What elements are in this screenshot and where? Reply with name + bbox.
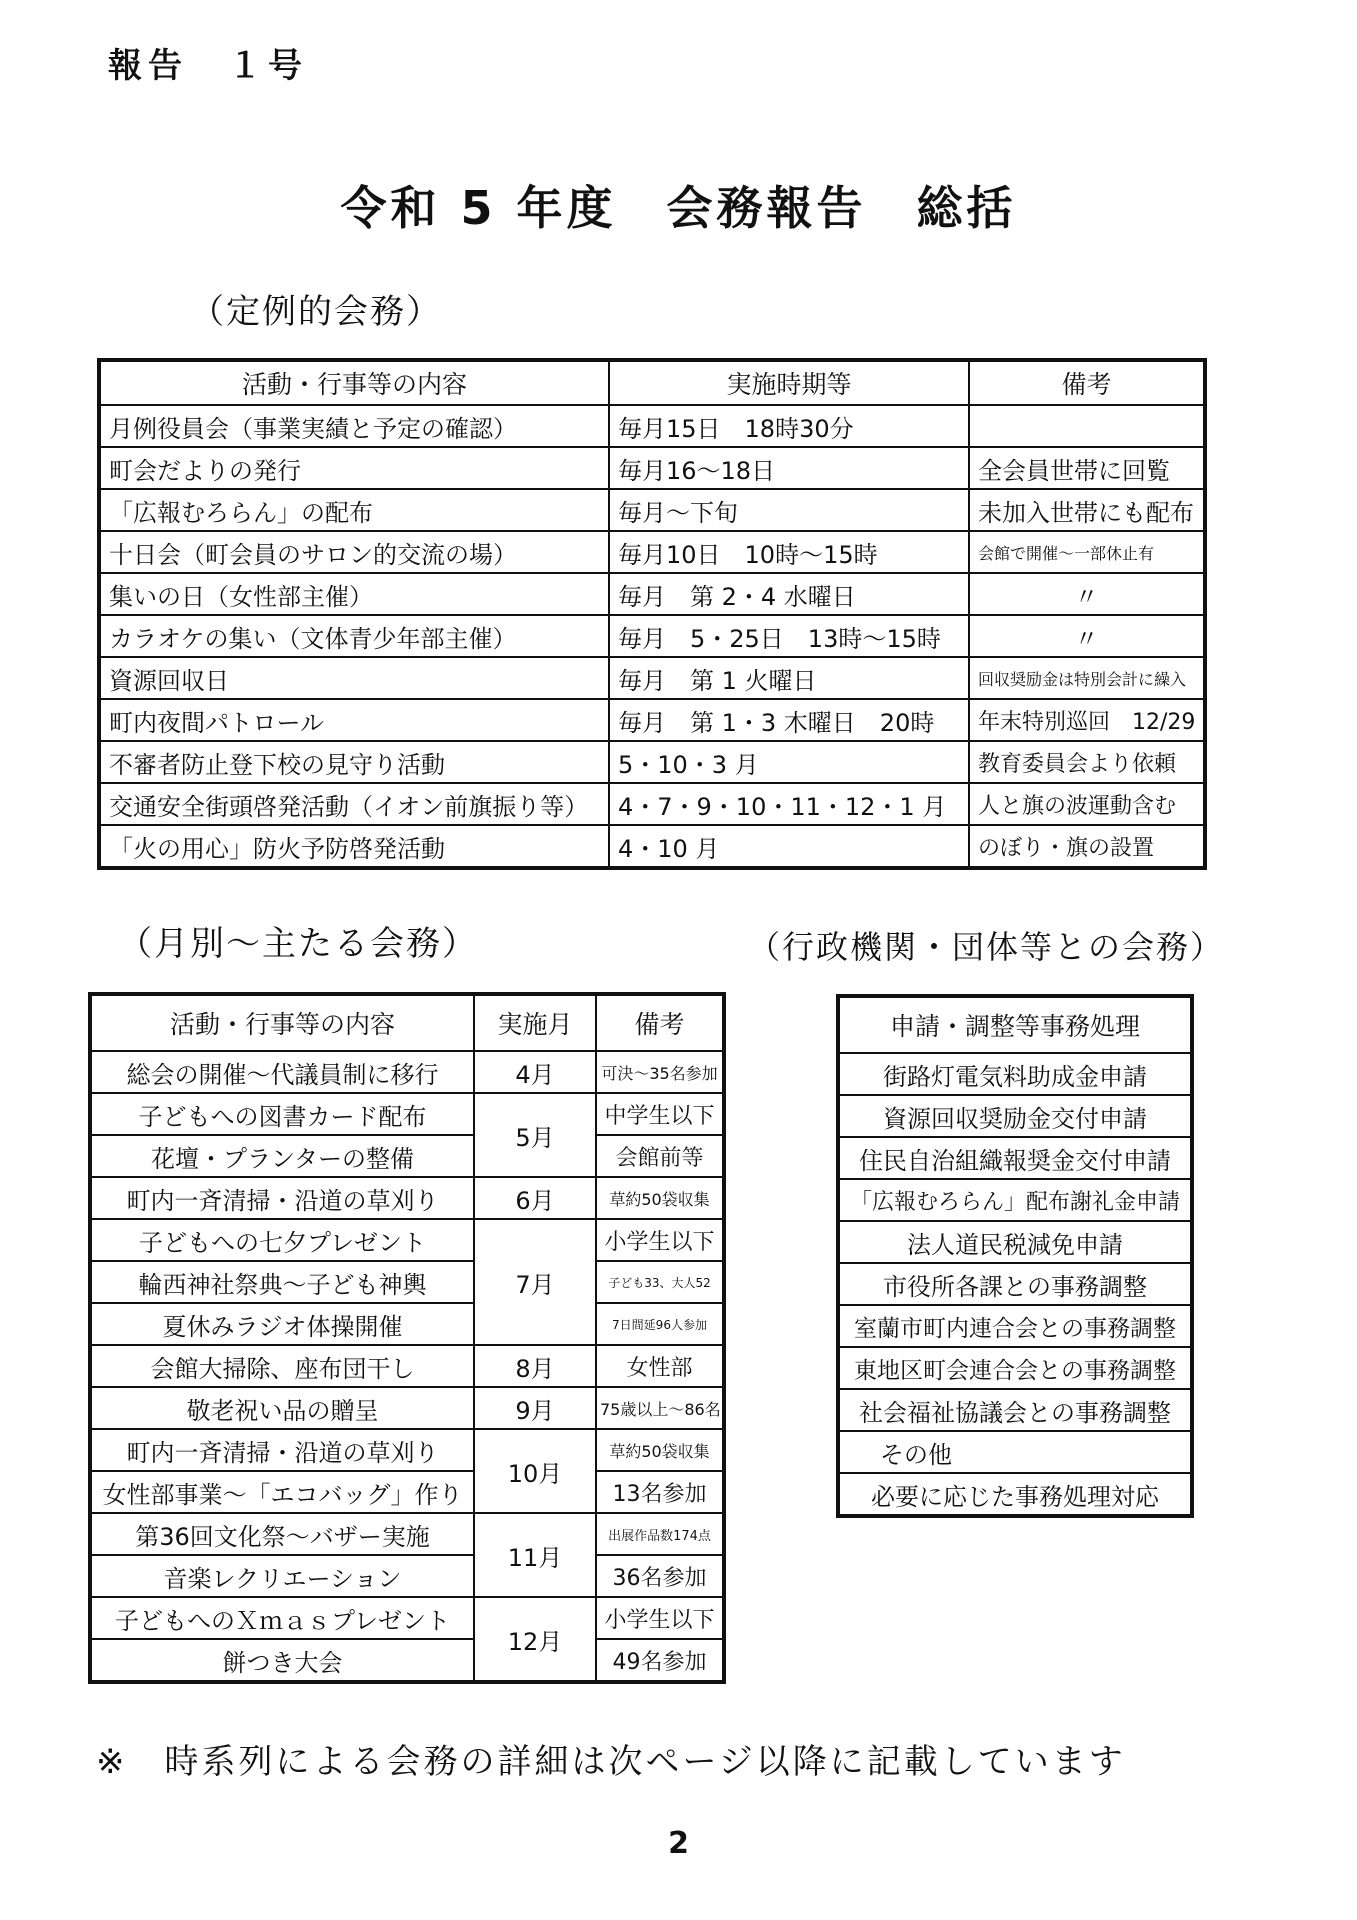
table-cell: 75歳以上～86名 [596, 1387, 724, 1429]
table-cell: 5月 [474, 1093, 596, 1177]
regular-duties-table [97, 358, 1207, 870]
table-row [838, 1053, 1192, 1095]
table-cell: 9月 [474, 1387, 596, 1429]
table-cell: 7月 [474, 1219, 596, 1345]
table-cell: 東地区町会連合会との事務調整 [838, 1347, 1192, 1389]
table-cell: 子ども33、大人52 [596, 1261, 724, 1303]
table-cell: 第36回文化祭～バザー実施 [90, 1513, 474, 1555]
table-header-row [838, 996, 1192, 1053]
column-header: 備考 [969, 360, 1205, 405]
table-cell: 13名参加 [596, 1471, 724, 1513]
table-row [99, 531, 1205, 573]
table-cell: 子どもへの七夕プレゼント [90, 1219, 474, 1261]
table-row [99, 615, 1205, 657]
table-row [838, 1137, 1192, 1179]
table-cell: 町会だよりの発行 [99, 447, 609, 489]
table-cell: 全会員世帯に回覧 [969, 447, 1205, 489]
table-cell: 資源回収日 [99, 657, 609, 699]
table-cell: 女性部 [596, 1345, 724, 1387]
table-cell: 交通安全街頭啓発活動（イオン前旗振り等） [99, 783, 609, 825]
table-cell: 〃 [969, 573, 1205, 615]
table-cell: 法人道民税減免申請 [838, 1221, 1192, 1263]
table-cell: 毎月15日 18時30分 [609, 405, 969, 447]
table-cell: 5・10・3 月 [609, 741, 969, 783]
table-row [90, 1555, 724, 1597]
table-row [90, 1471, 724, 1513]
table-cell: 集いの日（女性部主催） [99, 573, 609, 615]
table-row [838, 1347, 1192, 1389]
table-cell: 12月 [474, 1597, 596, 1682]
column-header: 活動・行事等の内容 [99, 360, 609, 405]
table-row [90, 1093, 724, 1135]
table-header-row [90, 994, 724, 1051]
table-cell: 6月 [474, 1177, 596, 1219]
table-cell: その他 [838, 1431, 1192, 1473]
table-cell: 4・10 月 [609, 825, 969, 868]
table-cell: 毎月 第 1・3 木曜日 20時 [609, 699, 969, 741]
table-row [838, 1431, 1192, 1473]
table-cell: 社会福祉協議会との事務調整 [838, 1389, 1192, 1431]
table-row [90, 1135, 724, 1177]
table-cell: 〃 [969, 615, 1205, 657]
page-title: 令和 5 年度 会務報告 総括 [340, 181, 1017, 235]
table-cell: 会館で開催～一部休止有 [969, 531, 1205, 573]
monthly-duties-table [88, 992, 726, 1684]
table-cell: 輪西神社祭典～子ども神輿 [90, 1261, 474, 1303]
admin-section-heading: （行政機関・団体等との会務） [748, 928, 1225, 966]
table-cell: 敬老祝い品の贈呈 [90, 1387, 474, 1429]
column-header: 備考 [596, 994, 724, 1051]
table-cell: 不審者防止登下校の見守り活動 [99, 741, 609, 783]
table-cell [969, 405, 1205, 447]
table-cell: 市役所各課との事務調整 [838, 1263, 1192, 1305]
table-cell: 必要に応じた事務処理対応 [838, 1473, 1192, 1516]
table-row [99, 741, 1205, 783]
table-row [838, 1179, 1192, 1221]
table-cell: 49名参加 [596, 1639, 724, 1682]
table-row [99, 405, 1205, 447]
table-cell: 出展作品数174点 [596, 1513, 724, 1555]
table-cell: 36名参加 [596, 1555, 724, 1597]
table-cell: 音楽レクリエーション [90, 1555, 474, 1597]
table-cell: 可決～35名参加 [596, 1051, 724, 1093]
table-row [99, 657, 1205, 699]
table-row [90, 1345, 724, 1387]
table-cell: 町内一斉清掃・沿道の草刈り [90, 1177, 474, 1219]
monthly-section-heading: （月別～主たる会務） [118, 924, 478, 964]
column-header: 実施時期等 [609, 360, 969, 405]
table-row [99, 783, 1205, 825]
table-cell: 会館大掃除、座布団干し [90, 1345, 474, 1387]
table-cell: 月例役員会（事業実績と予定の確認） [99, 405, 609, 447]
table-row [90, 1303, 724, 1345]
table-row [90, 1513, 724, 1555]
table-cell: カラオケの集い（文体青少年部主催） [99, 615, 609, 657]
report-number: 報告 １号 [108, 46, 308, 86]
table-cell: 8月 [474, 1345, 596, 1387]
table-row [90, 1387, 724, 1429]
table-cell: 小学生以下 [596, 1597, 724, 1639]
table-row [838, 1473, 1192, 1516]
table-cell: 回収奨励金は特別会計に繰入 [969, 657, 1205, 699]
table-row [90, 1597, 724, 1639]
table-cell: 子どもへの図書カード配布 [90, 1093, 474, 1135]
table-cell: 夏休みラジオ体操開催 [90, 1303, 474, 1345]
column-header: 申請・調整等事務処理 [838, 996, 1192, 1053]
table-row [838, 1389, 1192, 1431]
table-cell: 教育委員会より依頼 [969, 741, 1205, 783]
table-row [838, 1305, 1192, 1347]
table-cell: 草約50袋収集 [596, 1177, 724, 1219]
table-cell: 7日間延96人参加 [596, 1303, 724, 1345]
table-cell: 「広報むろらん」配布謝礼金申請 [838, 1179, 1192, 1221]
admin-duties-table [836, 994, 1194, 1518]
table-cell: 「火の用心」防火予防啓発活動 [99, 825, 609, 868]
table-row [838, 1095, 1192, 1137]
table-row [90, 1261, 724, 1303]
table-cell: 毎月 第 1 火曜日 [609, 657, 969, 699]
table-cell: 餅つき大会 [90, 1639, 474, 1682]
table-cell: 11月 [474, 1513, 596, 1597]
table-cell: 毎月 第 2・4 水曜日 [609, 573, 969, 615]
table-cell: のぼり・旗の設置 [969, 825, 1205, 868]
table-cell: 毎月～下旬 [609, 489, 969, 531]
table-cell: 街路灯電気料助成金申請 [838, 1053, 1192, 1095]
table-cell: 資源回収奨励金交付申請 [838, 1095, 1192, 1137]
table-cell: 女性部事業～「エコバッグ」作り [90, 1471, 474, 1513]
table-cell: 年末特別巡回 12/29 [969, 699, 1205, 741]
table-cell: 未加入世帯にも配布 [969, 489, 1205, 531]
table-cell: 町内夜間パトロール [99, 699, 609, 741]
table-cell: 子どもへのＸｍａｓプレゼント [90, 1597, 474, 1639]
table-row [99, 447, 1205, 489]
table-cell: 4月 [474, 1051, 596, 1093]
table-row [90, 1219, 724, 1261]
table-row [90, 1051, 724, 1093]
table-row [99, 699, 1205, 741]
table-header-row [99, 360, 1205, 405]
table-row [99, 489, 1205, 531]
table-cell: 毎月10日 10時～15時 [609, 531, 969, 573]
table-cell: 中学生以下 [596, 1093, 724, 1135]
table-cell: 10月 [474, 1429, 596, 1513]
table-cell: 毎月16～18日 [609, 447, 969, 489]
column-header: 活動・行事等の内容 [90, 994, 474, 1051]
table-cell: 4・7・9・10・11・12・1 月 [609, 783, 969, 825]
table-row [90, 1639, 724, 1682]
table-cell: 総会の開催～代議員制に移行 [90, 1051, 474, 1093]
table-row [838, 1263, 1192, 1305]
regular-section-heading: （定例的会務） [190, 292, 442, 332]
page-number: 2 [668, 1826, 689, 1861]
table-cell: 毎月 5・25日 13時～15時 [609, 615, 969, 657]
table-row [90, 1429, 724, 1471]
column-header: 実施月 [474, 994, 596, 1051]
table-row [99, 573, 1205, 615]
table-cell: 小学生以下 [596, 1219, 724, 1261]
table-cell: 人と旗の波運動含む [969, 783, 1205, 825]
footnote: ※ 時系列による会務の詳細は次ページ以降に記載しています [96, 1742, 1126, 1782]
table-cell: 町内一斉清掃・沿道の草刈り [90, 1429, 474, 1471]
table-cell: 住民自治組織報奨金交付申請 [838, 1137, 1192, 1179]
table-cell: 花壇・プランターの整備 [90, 1135, 474, 1177]
table-cell: 十日会（町会員のサロン的交流の場） [99, 531, 609, 573]
table-row [838, 1221, 1192, 1263]
table-cell: 会館前等 [596, 1135, 724, 1177]
table-cell: 草約50袋収集 [596, 1429, 724, 1471]
table-cell: 室蘭市町内連合会との事務調整 [838, 1305, 1192, 1347]
table-row [90, 1177, 724, 1219]
table-row [99, 825, 1205, 868]
table-cell: 「広報むろらん」の配布 [99, 489, 609, 531]
